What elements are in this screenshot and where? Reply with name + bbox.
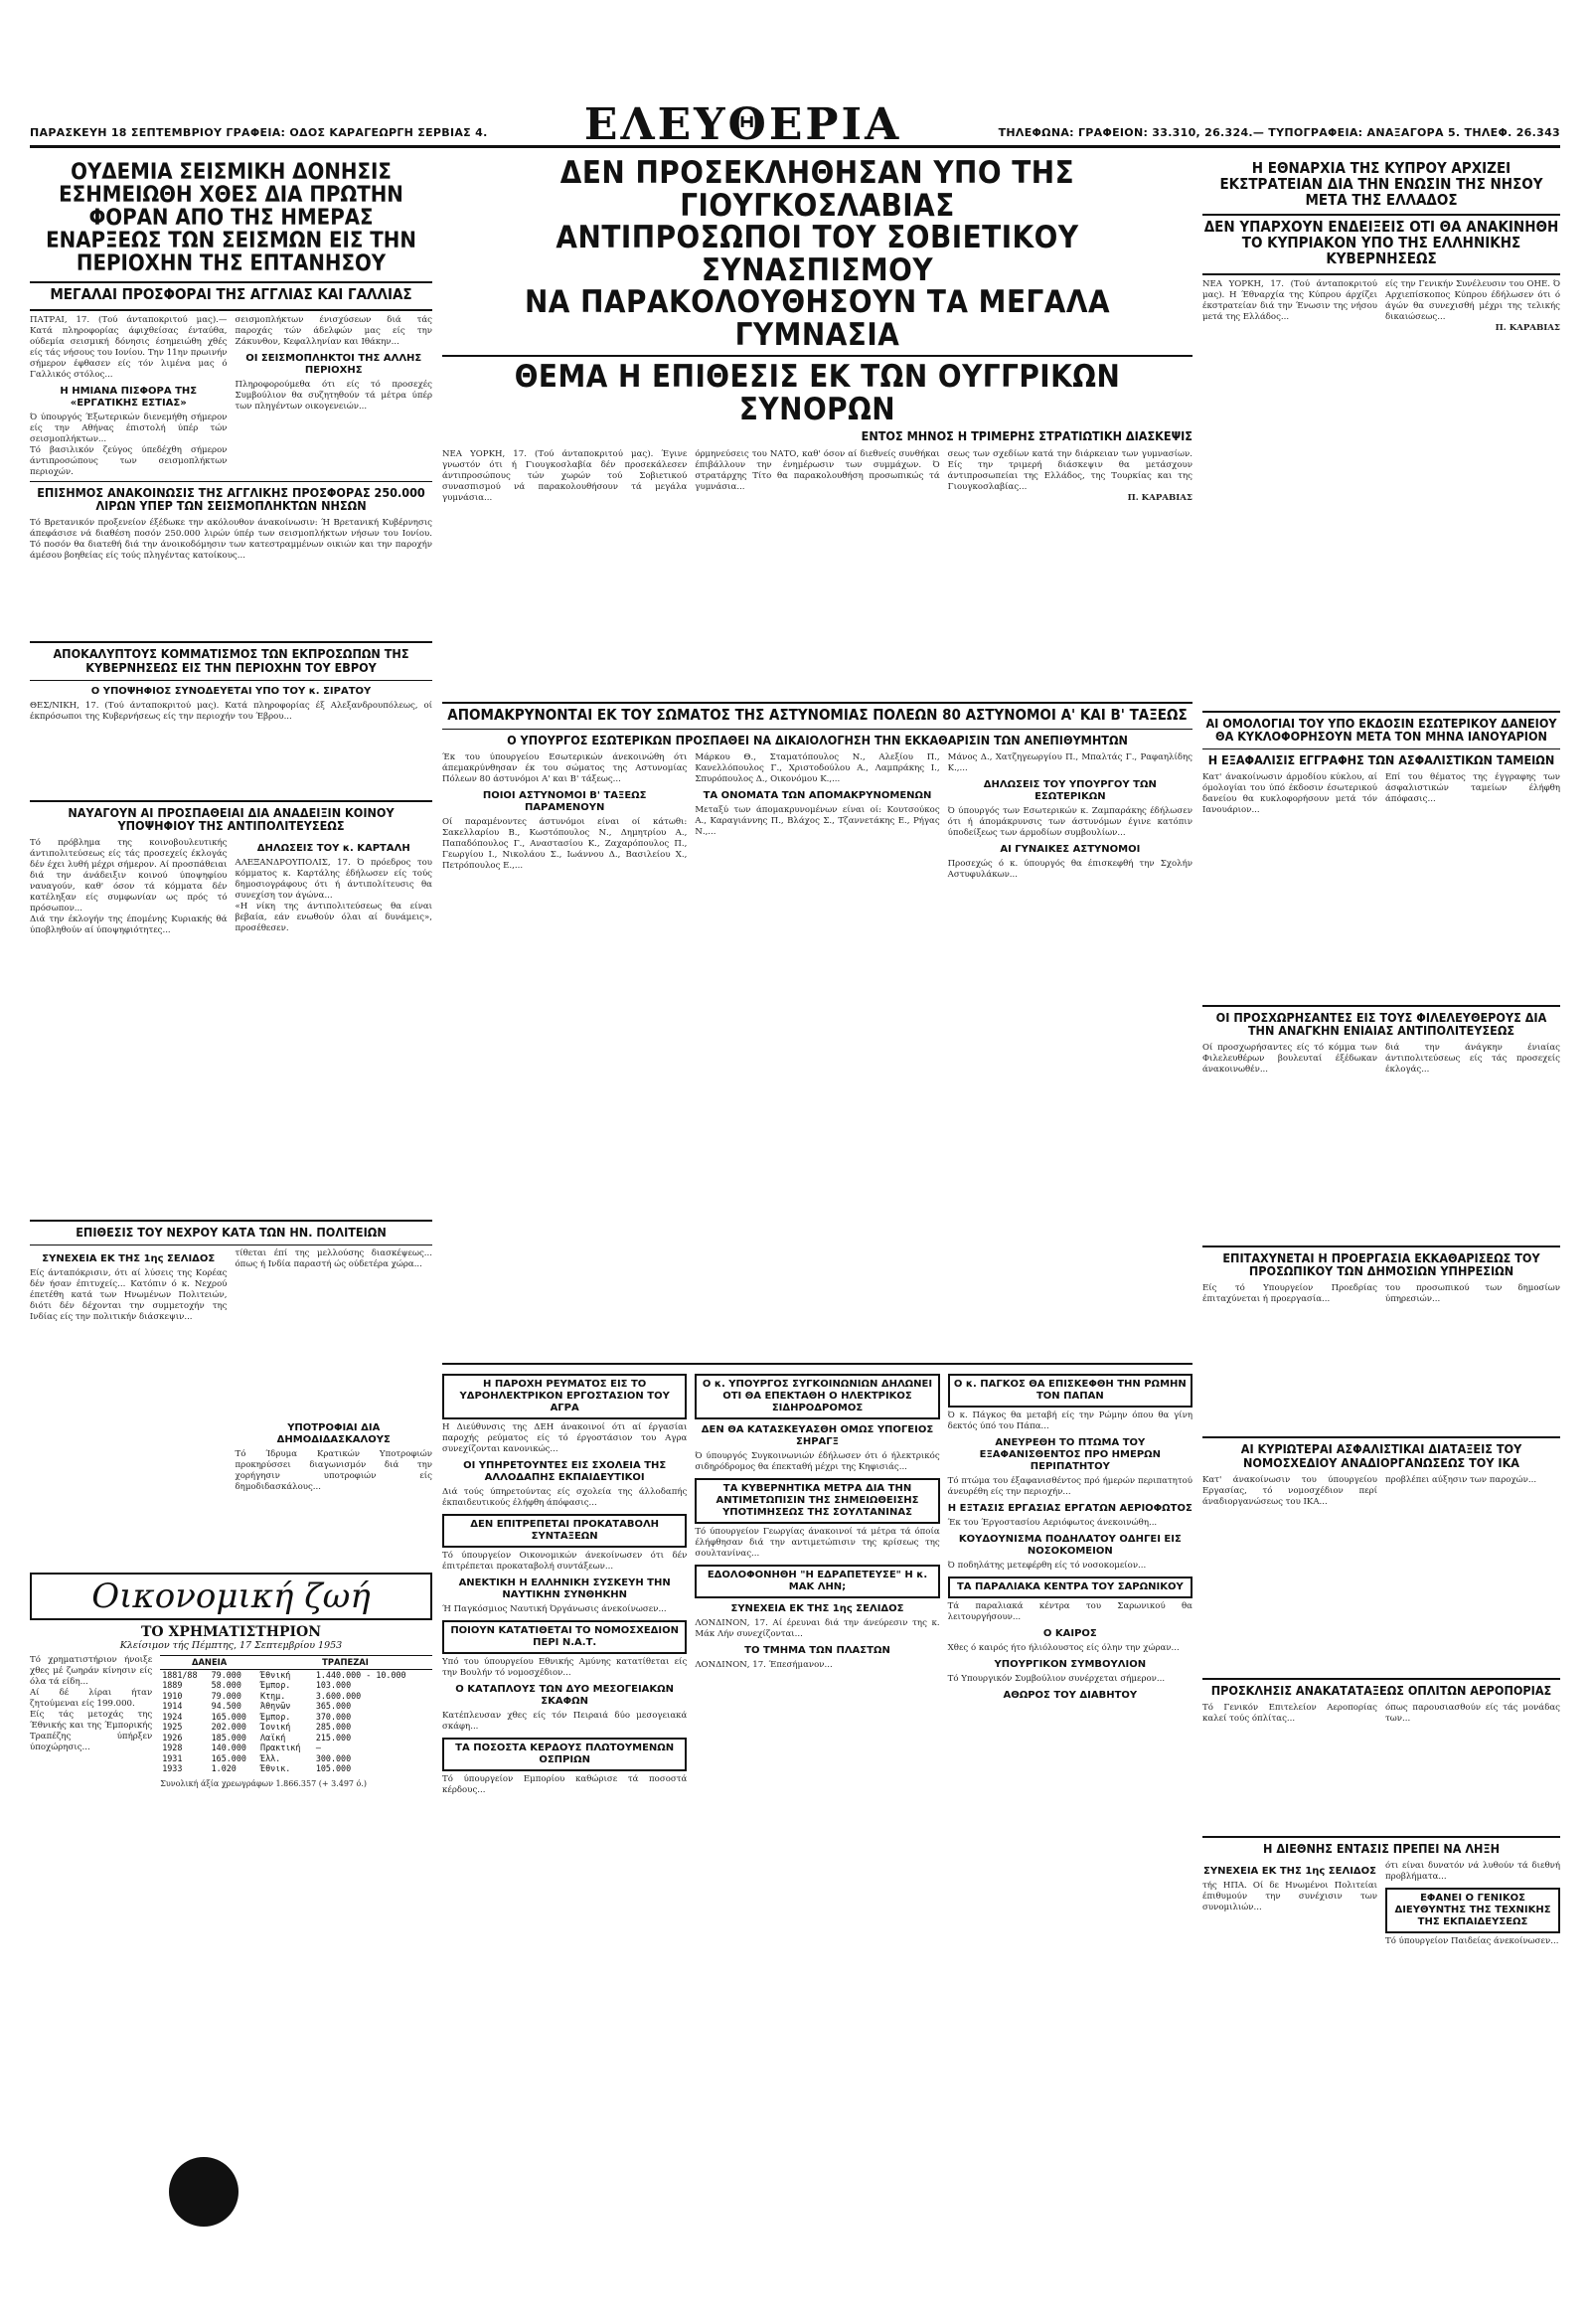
liberals-headline: ΟΙ ΠΡΟΣΧΩΡΗΣΑΝΤΕΣ ΕΙΣ ΤΟΥΣ ΦΙΛΕΛΕΥΘΕΡΟΥΣ ΔΙΑ ΤΗΝ ΑΝΑΓΚΗΝ ΕΝΙΑΙΑΣ ΑΝΤΙΠΟΛΙΤΕΥΣΕΩΣ xyxy=(1215,1009,1547,1038)
story-weather: Ο ΚΑΙΡΟΣ xyxy=(1042,1628,1097,1640)
stock-row xyxy=(160,1763,432,1774)
stock-cell: Ίονική xyxy=(260,1722,291,1733)
stock-cell: 103.000 xyxy=(315,1680,352,1691)
article-earthquake-subheadline: ΜΕΓΑΛΑΙ ΠΡΟΣΦΟΡΑΙ ΤΗΣ ΑΓΓΛΙΑΣ ΚΑΙ ΓΑΛΛΙΑΣ xyxy=(50,285,412,304)
stock-cell: 1910 xyxy=(162,1690,183,1701)
stock-row xyxy=(160,1743,432,1753)
stock-cell: 1925 xyxy=(162,1722,183,1733)
story-pagos-rome: Ο κ. ΠΑΓΚΟΣ ΘΑ ΕΠΙΣΚΕΦΘΗ ΤΗΝ ΡΩΜΗΝ ΤΟΝ ΠΑΠΑΝ xyxy=(948,1374,1192,1408)
cyprus-headline: Η ΕΘΝΑΡΧΙΑ ΤΗΣ ΚΥΠΡΟΥ ΑΡΧΙΖΕΙ ΕΚΣΤΡΑΤΕΙΑΝ ΔΙΑ ΤΗΝ ΕΝΩΣΙΝ ΤΗΣ ΝΗΣΟΥ ΜΕΤΑ ΤΗΣ ΕΛΛΑΔΟΣ xyxy=(1219,159,1543,209)
stock-exchange-title: ΤΟ ΧΡΗΜΑΤΙΣΤΗΡΙΟΝ xyxy=(140,1624,322,1641)
article-opposition-headline: ΝΑΥΑΓΟΥΝ ΑΙ ΠΡΟΣΠΑΘΕΙΑΙ ΔΙΑ ΑΝΑΔΕΙΞΙΝ ΚΟΙΝΟΥ ΥΠΟΨΗΦΙΟΥ ΤΗΣ ΑΝΤΙΠΟΛΙΤΕΥΣΕΩΣ xyxy=(68,804,395,833)
stock-cell: Έμπορ. xyxy=(260,1680,291,1691)
stock-cell: 285.000 xyxy=(315,1722,352,1733)
main-headline-line3: ΝΑ ΠΑΡΑΚΟΛΟΥΘΗΣΟΥΝ ΤΑ ΜΕΓΑΛΑ ΓΥΜΝΑΣΙΑ xyxy=(524,284,1111,353)
article-evros-subheadline: Ο ΥΠΟΨΗΦΙΟΣ ΣΥΝΟΔΕΥΕΤΑΙ ΥΠΟ ΤΟΥ κ. ΣΙΡΑΤΟΥ xyxy=(90,685,372,697)
stock-row xyxy=(160,1669,432,1680)
story-saronic: ΤΑ ΠΑΡΑΛΙΑΚΑ ΚΕΝΤΡΑ ΤΟΥ ΣΑΡΩΝΙΚΟΥ xyxy=(948,1577,1192,1598)
article-earthquake-sub4: ΕΠΙΣΗΜΟΣ ΑΝΑΚΟΙΝΩΣΙΣ ΤΗΣ ΑΓΓΛΙΚΗΣ ΠΡΟΣΦΟΡΑΣ 250.000 ΛΙΡΩΝ ΥΠΕΡ ΤΩΝ ΣΕΙΣΜΟΠΛΗΚΤΩΝ ΝΗΣΩΝ xyxy=(37,485,425,514)
masthead xyxy=(30,99,1560,150)
main-article-body: ΝΕΑ ΥΟΡΚΗ, 17. (Τού άνταποκριτού μας). Έγινε γνωστόν ότι ή Γιουγκοσλαβία δέν προσεκάλεσεν άντιπροσώπους τών χωρών τού Σοβιετικού συνασπισμού νά παρακολουθήσουν τά μεγάλα γυμνάσια... xyxy=(442,448,691,503)
tension-continued: ΣΥΝΕΧΕΙΑ ΕΚ ΤΗΣ 1ης ΣΕΛΙΔΟΣ xyxy=(1203,1865,1376,1877)
story-naval-treaty: ΑΝΕΚΤΙΚΗ Η ΕΛΛΗΝΙΚΗ ΣΥΣΚΕΥΗ ΤΗΝ ΝΑΥΤΙΚΗΝ ΣΥΝΘΗΚΗΝ xyxy=(458,1577,671,1601)
cyprus-byline: Π. ΚΑΡΑΒΙΑΣ xyxy=(1495,322,1560,333)
stock-total: Συνολική άξία χρεωγράφων 1.866.357 (+ 3.497 ό.) xyxy=(160,1778,368,1788)
article-earthquake-sub2: Η ΗΜΙΑΝΑ ΠΙΣΦΟΡΑ ΤΗΣ «ΕΡΓΑΤΙΚΗΣ ΕΣΤΙΑΣ» xyxy=(60,386,198,410)
stock-cell: Έμπορ. xyxy=(260,1711,291,1722)
stock-row xyxy=(160,1691,432,1702)
newspaper-page xyxy=(30,20,1563,2276)
story-sultanina: ΤΑ ΚΥΒΕΡΝΗΤΙΚΑ ΜΕΤΡΑ ΔΙΑ ΤΗΝ ΑΝΤΙΜΕΤΩΠΙΣΙΝ ΤΗΣ ΣΗΜΕΙΩΘΕΙΣΗΣ ΥΠΟΤΙΜΗΣΕΩΣ ΤΗΣ ΣΟΥΛΤΑΝΙΝΑΣ xyxy=(695,1478,939,1524)
stock-cell: 94.500 xyxy=(211,1701,241,1712)
article-opposition-sub: ΔΗΛΩΣΕΙΣ ΤΟΥ κ. ΚΑΡΤΑΛΗ xyxy=(256,842,410,854)
main-headline-conference: ΕΝΤΟΣ ΜΗΝΟΣ Η ΤΡΙΜΕΡΗΣ ΣΤΡΑΤΙΩΤΙΚΗ ΔΙΑΣΚΕΨΙΣ xyxy=(861,428,1192,444)
stock-cell: 365.000 xyxy=(315,1701,352,1712)
stock-cell: 1924 xyxy=(162,1711,183,1722)
stock-cell: 79.000 xyxy=(211,1669,241,1680)
stock-cell: 58.000 xyxy=(211,1680,241,1691)
police-headline: ΑΠΟΜΑΚΡΥΝΟΝΤΑΙ ΕΚ ΤΟΥ ΣΩΜΑΤΟΣ ΤΗΣ ΑΣΤΥΝΟΜΙΑΣ ΠΟΛΕΩΝ 80 ΑΣΤΥΝΟΜΟΙ Α' ΚΑΙ Β' ΤΑΞΕΩΣ xyxy=(447,705,1188,724)
stock-cell: 185.000 xyxy=(211,1732,246,1743)
story-pensions: ΔΕΝ ΕΠΙΤΡΕΠΕΤΑΙ ΠΡΟΚΑΤΑΒΟΛΗ ΣΥΝΤΑΞΕΩΝ xyxy=(442,1514,687,1548)
stock-row xyxy=(160,1733,432,1743)
main-headline-line2: ΑΝΤΙΠΡΟΣΩΠΟΙ ΤΟΥ ΣΟΒΙΕΤΙΚΟΥ ΣΥΝΑΣΠΙΣΜΟΥ xyxy=(556,220,1079,288)
story-macmillan: ΕΔΟΛΟΦΟΝΗΘΗ "Η ΕΔΡΑΠΕΤΕΥΣΕ" Η κ. ΜΑΚ ΛΗΝ; xyxy=(695,1565,939,1598)
stock-cell: 202.000 xyxy=(211,1722,246,1733)
article-earthquake-body: ΠΑΤΡΑΙ, 17. (Τού άνταποκριτού μας).— Κατά πληροφορίας άφιχθείσας ένταύθα, ούδεμία σεισμική δόνησις έσημειώθη χθές είς τάς νήσους του Ιονίου. Την 11ην πρωινήν σήμερον έφθασεν είς τόν λιμένα μας ό Γαλλικός στόλος... xyxy=(30,315,231,381)
stock-row xyxy=(160,1722,432,1733)
stock-cell: 140.000 xyxy=(211,1743,246,1753)
stock-row xyxy=(160,1680,432,1691)
main-article-byline: Π. ΚΑΡΑΒΙΑΣ xyxy=(1127,492,1192,503)
article-nehru-continued: ΣΥΝΕΧΕΙΑ ΕΚ ΤΗΣ 1ης ΣΕΛΙΔΟΣ xyxy=(42,1253,216,1265)
stock-cell: 1889 xyxy=(162,1680,183,1691)
economy-section-title: Οικονομική ζωή xyxy=(30,1573,432,1620)
police-subheadline: Ο ΥΠΟΥΡΓΟΣ ΕΣΩΤΕΡΙΚΩΝ ΠΡΟΣΠΑΘΕΙ ΝΑ ΔΙΚΑΙΟΛΟΓΗΣΗ ΤΗΝ ΕΚΚΑΘΑΡΙΣΙΝ ΤΩΝ ΑΝΕΠΙΘΥΜΗΤΩΝ xyxy=(507,733,1128,748)
stock-cell: Έθνική xyxy=(260,1669,291,1680)
tension-headline: Η ΔΙΕΘΝΗΣ ΕΝΤΑΣΙΣ ΠΡΕΠΕΙ ΝΑ ΛΗΞΗ xyxy=(1263,1840,1500,1856)
story-plastics: ΤΟ ΤΜΗΜΑ ΤΩΝ ΠΛΑΣΤΩΝ xyxy=(744,1645,890,1657)
story-gas-workers: Η ΕΞΤΑΣΙΣ ΕΡΓΑΣΙΑΣ ΕΡΓΑΤΩΝ ΑΕΡΙΟΦΩΤΟΣ xyxy=(947,1503,1192,1515)
stock-cell: 215.000 xyxy=(315,1732,352,1743)
loan-headline: ΑΙ ΟΜΟΛΟΓΙΑΙ ΤΟΥ ΥΠΟ ΕΚΔΟΣΙΝ ΕΣΩΤΕΡΙΚΟΥ ΔΑΝΕΙΟΥ ΘΑ ΚΥΚΛΟΦΟΡΗΣΟΥΝ ΜΕΤΑ ΤΟΝ ΜΗΝΑ ΙΑΝΟΥΑΡΙΟΝ xyxy=(1205,715,1557,744)
cyprus-body: ΝΕΑ ΥΟΡΚΗ, 17. (Τού άνταποκριτού μας). Η Έθναρχία της Κύπρου άρχίζει έκστρατείαν διά την Ένωσιν της νήσου μετά της Ελλάδος... xyxy=(1202,278,1380,322)
stock-cell: — xyxy=(315,1743,321,1753)
newspaper-title: ΕΛΕΥΘΕΡΙΑ xyxy=(583,99,902,150)
article-scholarships-sub: ΥΠΟΤΡΟΦΙΑΙ ΔΙΑ ΔΗΜΟΔΙΔΑΣΚΑΛΟΥΣ xyxy=(276,1422,391,1446)
story-collision: ΑΘΩΡΟΣ ΤΟΥ ΔΙΑΒΗΤΟΥ xyxy=(1003,1690,1138,1702)
story-power-supply: Η ΠΑΡΟΧΗ ΡΕΥΜΑΤΟΣ ΕΙΣ ΤΟ ΥΔΡΟΗΛΕΚΤΡΙΚΟΝ ΕΡΓΟΣΤΑΣΙΟΝ ΤΟΥ ΑΓΡΑ xyxy=(442,1374,687,1419)
story-cabinet: ΥΠΟΥΡΓΙΚΟΝ ΣΥΜΒΟΥΛΙΟΝ xyxy=(994,1659,1147,1671)
masthead-phones: ΤΗΛΕΦΩΝΑ: ΓΡΑΦΕΙΟΝ: 33.310, 26.324.— ΤΥΠΟΓΡΑΦΕΙΑ: ΑΝΑΞΑΓΟΡΑ 5. ΤΗΛΕΦ. 26.343 xyxy=(998,126,1560,139)
ink-blot xyxy=(169,2157,238,2227)
stock-cell: 1933 xyxy=(162,1763,183,1774)
stock-cell: 1914 xyxy=(162,1701,183,1712)
main-headline-line1: ΔΕΝ ΠΡΟΣΕΚΛΗΘΗΣΑΝ ΥΠΟ ΤΗΣ ΓΙΟΥΓΚΟΣΛΑΒΙΑΣ xyxy=(559,155,1075,224)
police-sub-remaining: ΠΟΙΟΙ ΑΣΤΥΝΟΜΟΙ Β' ΤΑΞΕΩΣ ΠΑΡΑΜΕΝΟΥΝ xyxy=(482,790,647,814)
stock-cell: 1881/88 xyxy=(162,1669,198,1680)
stock-cell: Έθνικ. xyxy=(260,1763,291,1774)
stock-cell: Πρακτική xyxy=(260,1743,301,1753)
main-headline-theme: ΘΕΜΑ Η ΕΠΙΘΕΣΙΣ ΕΚ ΤΩΝ ΟΥΓΓΡΙΚΩΝ ΣΥΝΟΡΩΝ xyxy=(514,359,1121,427)
air-force-headline: ΠΡΟΣΚΛΗΣΙΣ ΑΝΑΚΑΤΑΤΑΞΕΩΣ ΟΠΛΙΤΩΝ ΑΕΡΟΠΟΡΙΑΣ xyxy=(1210,1682,1552,1698)
civil-service-headline: ΕΠΙΤΑΧΥΝΕΤΑΙ Η ΠΡΟΕΡΓΑΣΙΑ ΕΚΚΑΘΑΡΙΣΕΩΣ ΤΟΥ ΠΡΟΣΩΠΙΚΟΥ ΤΩΝ ΔΗΜΟΣΙΩΝ ΥΠΗΡΕΣΙΩΝ xyxy=(1222,1250,1540,1279)
police-sub-minister: ΔΗΛΩΣΕΙΣ ΤΟΥ ΥΠΟΥΡΓΟΥ ΤΩΝ ΕΣΩΤΕΡΙΚΩΝ xyxy=(983,779,1157,803)
ika-headline: ΑΙ ΚΥΡΙΩΤΕΡΑΙ ΑΣΦΑΛΙΣΤΙΚΑΙ ΔΙΑΤΑΞΕΙΣ ΤΟΥ ΝΟΜΟΣΧΕΔΙΟΥ ΑΝΑΔΙΟΡΓΑΝΩΣΕΩΣ ΤΟΥ ΙΚΑ xyxy=(1240,1441,1522,1470)
stock-row xyxy=(160,1701,432,1712)
stock-cell: Κτημ. xyxy=(260,1690,286,1701)
police-sub-women: ΑΙ ΓΥΝΑΙΚΕΣ ΑΣΤΥΝΟΜΟΙ xyxy=(1000,844,1141,856)
stock-table-loans-header: ΔΑΝΕΙΑ xyxy=(160,1656,258,1670)
story-railway-sub: ΔΕΝ ΘΑ ΚΑΤΑΣΚΕΥΑΣΘΗ ΟΜΩΣ ΥΠΟΓΕΙΟΣ ΣΗΡΑΓΞ xyxy=(701,1424,934,1448)
stock-cell: Λαϊκή xyxy=(260,1732,286,1743)
stock-cell: 1926 xyxy=(162,1732,183,1743)
stock-cell: 300.000 xyxy=(315,1752,352,1763)
loan-subheadline: Η ΕΞΑΦΑΛΙΣΙΣ ΕΓΓΡΑΦΗΣ ΤΩΝ ΑΣΦΑΛΙΣΤΙΚΩΝ ΤΑΜΕΙΩΝ xyxy=(1207,751,1555,767)
stock-cell: 1931 xyxy=(162,1752,183,1763)
stock-row xyxy=(160,1753,432,1764)
stock-cell: 3.600.000 xyxy=(315,1690,362,1701)
stock-table xyxy=(160,1655,432,1774)
stock-cell: 1.440.000 - 10.000 xyxy=(315,1669,406,1680)
stock-table-banks-header: ΤΡΑΠΕΖΑΙ xyxy=(258,1656,432,1670)
article-earthquake-headline: ΟΥΔΕΜΙΑ ΣΕΙΣΜΙΚΗ ΔΟΝΗΣΙΣ ΕΣΗΜΕΙΩΘΗ ΧΘΕΣ ΔΙΑ ΠΡΩΤΗΝ ΦΟΡΑΝ ΑΠΟ ΤΗΣ ΗΜΕΡΑΣ ΕΝΑΡΞΕΩΣ ΤΩΝ ΣΕΙΣΜΩΝ ΕΙΣ ΤΗΝ ΠΕΡΙΟΧΗΝ ΤΗΣ ΕΠΤΑΝΗΣΟΥ xyxy=(46,160,416,277)
stock-cell: 1928 xyxy=(162,1743,183,1753)
article-earthquake-sub3: ΟΙ ΣΕΙΣΜΟΠΛΗΚΤΟΙ ΤΗΣ ΑΛΛΗΣ ΠΕΡΙΟΧΗΣ xyxy=(245,353,422,377)
article-evros-headline: ΑΠΟΚΑΛΥΠΤΟΥΣ ΚΟΜΜΑΤΙΣΜΟΣ ΤΩΝ ΕΚΠΡΟΣΩΠΩΝ ΤΗΣ ΚΥΒΕΡΝΗΣΕΩΣ ΕΙΣ ΤΗΝ ΠΕΡΙΟΧΗΝ ΤΟΥ ΕΒΡΟΥ xyxy=(53,646,409,675)
story-railway: Ο κ. ΥΠΟΥΡΓΟΣ ΣΥΓΚΟΙΝΩΝΙΩΝ ΔΗΛΩΝΕΙ ΟΤΙ ΘΑ ΕΠΕΚΤΑΘΗ Ο ΗΛΕΚΤΡΙΚΟΣ ΣΙΔΗΡΟΔΡΟΜΟΣ xyxy=(695,1374,939,1419)
column-right: Η ΕΘΝΑΡΧΙΑ ΤΗΣ ΚΥΠΡΟΥ ΑΡΧΙΖΕΙ ΕΚΣΤΡΑΤΕΙΑΝ ΔΙΑ ΤΗΝ ΕΝΩΣΙΝ ΤΗΣ ΝΗΣΟΥ ΜΕΤΑ ΤΗΣ ΕΛΛΑΔΟΣ ΔΕΝ ΥΠΑΡΧΟΥΝ ΕΝΔΕΙΞΕΙΣ ΟΤΙ ΘΑ ΑΝΑΚΙΝΗΘΗ ΤΟ ΚΥΠΡΙΑΚΟΝ ΥΠΟ ΤΗΣ ΕΛΛΗΝΙΚΗΣ ΚΥΒΕΡΝΗΣΕΩΣ ΝΕΑ ΥΟΡΚΗ, 17. (Τού άνταποκριτού μας). Η Έθναρχία της Κύπρου άρχίζει έκστρατείαν διά την Ένωσιν της νήσου μετά της Ελλάδος... είς την Γενικήν Συνέλευσιν του ΟΗΕ. Ό Αρχιεπίσκοπος Κύπρου έδήλωσεν ότι ό άγών θα συνεχισθή μέχρι της τελικής δικαιώσεως... Π. ΚΑΡΑΒΙΑΣ ΑΙ ΟΜΟΛΟΓΙΑΙ ΤΟΥ ΥΠΟ ΕΚΔΟΣΙΝ ΕΣΩΤΕΡΙΚΟΥ ΔΑΝΕΙΟΥ ΘΑ ΚΥΚΛΟΦΟΡΗΣΟΥΝ ΜΕΤΑ ΤΟΝ ΜΗΝΑ ΙΑΝΟΥΑΡΙΟΝ Η ΕΞΑΦΑΛΙΣΙΣ ΕΓΓΡΑΦΗΣ ΤΩΝ ΑΣΦΑΛΙΣΤΙΚΩΝ ΤΑΜΕΙΩΝ Κατ' άνακοίνωσιν άρμοδίου κύκλου, αί όμολογίαι του ύπό έκδοσιν έσωτερικού δανείου θα κυκλοφορήσουν μετά τόν Ιανουάριον... Επί του θέματος της έγγραφης των άσφαλιστικών ταμείων έλήφθη άπόφασις... ΟΙ ΠΡΟΣΧΩΡΗΣΑΝΤΕΣ ΕΙΣ ΤΟΥΣ ΦΙΛΕΛΕΥΘΕΡΟΥΣ ΔΙΑ ΤΗΝ ΑΝΑΓΚΗΝ ΕΝΙΑΙΑΣ ΑΝΤΙΠΟΛΙΤΕΥΣΕΩΣ Οί προσχωρήσαντες είς τό κόμμα των Φιλελευθέρων βουλευταί έξέδωκαν άνακοινωθέν... διά την άνάγκην ένιαίας άντιπολιτεύσεως είς τάς προσεχείς έκλογάς... ΕΠΙΤΑΧΥΝΕΤΑΙ Η ΠΡΟΕΡΓΑΣΙΑ ΕΚΚΑΘΑΡΙΣΕΩΣ ΤΟΥ ΠΡΟΣΩΠΙΚΟΥ ΤΩΝ ΔΗΜΟΣΙΩΝ ΥΠΗΡΕΣΙΩΝ Είς τό Υπουργείον Προεδρίας έπιταχύνεται ή προεργασία... του προσωπικού των δημοσίων ύπηρεσιών... ΑΙ ΚΥΡΙΩΤΕΡΑΙ ΑΣΦΑΛΙΣΤΙΚΑΙ ΔΙΑΤΑΞΕΙΣ ΤΟΥ ΝΟΜΟΣΧΕΔΙΟΥ ΑΝΑΔΙΟΡΓΑΝΩΣΕΩΣ ΤΟΥ ΙΚΑ Κατ' άνακοίνωσιν του ύπουργείου Εργασίας, τό νομοσχέδιον περί άναδιοργανώσεως του ΙΚΑ... προβλέπει αύξησιν των παροχών... ΠΡΟΣΚΛΗΣΙΣ ΑΝΑΚΑΤΑΤΑΞΕΩΣ ΟΠΛΙΤΩΝ ΑΕΡΟΠΟΡΙΑΣ Τό Γενικόν Επιτελείον Αεροπορίας καλεί τούς όπλίτας... όπως παρουσιασθούν είς τάς μονάδας των... Η ΔΙΕΘΝΗΣ ΕΝΤΑΣΙΣ ΠΡΕΠΕΙ ΝΑ ΛΗΞΗ ΣΥΝΕΧΕΙΑ ΕΚ ΤΗΣ 1ης ΣΕΛΙΔΟΣ τής ΗΠΑ. Οί δε Ηνωμένοι Πολιτείαι έπιθυμούν την συνέχισιν των συνομιλιών... ότι είναι δυνατόν νά λυθούν τά διεθνή προβλήματα... ΕΦΑΝΕΙ Ο ΓΕΝΙΚΟΣ ΔΙΕΥΘΥΝΤΗΣ ΤΗΣ ΤΕΧΝΙΚΗΣ ΤΗΣ ΕΚΠΑΙΔΕΥΣΕΩΣ Τό ύπουργείον Παιδείας άνεκοίνωσεν... xyxy=(1202,159,1563,1946)
stock-cell: 370.000 xyxy=(315,1711,352,1722)
column-left: ΟΥΔΕΜΙΑ ΣΕΙΣΜΙΚΗ ΔΟΝΗΣΙΣ ΕΣΗΜΕΙΩΘΗ ΧΘΕΣ ΔΙΑ ΠΡΩΤΗΝ ΦΟΡΑΝ ΑΠΟ ΤΗΣ ΗΜΕΡΑΣ ΕΝΑΡΞΕΩΣ ΤΩΝ ΣΕΙΣΜΩΝ ΕΙΣ ΤΗΝ ΠΕΡΙΟΧΗΝ ΤΗΣ ΕΠΤΑΝΗΣΟΥ ΜΕΓΑΛΑΙ ΠΡΟΣΦΟΡΑΙ ΤΗΣ ΑΓΓΛΙΑΣ ΚΑΙ ΓΑΛΛΙΑΣ ΠΑΤΡΑΙ, 17. (Τού άνταποκριτού μας).— Κατά πληροφορίας άφιχθείσας ένταύθα, ούδεμία σεισμική δόνησις έσημειώθη χθές είς τάς νήσους του Ιονίου. Την 11ην πρωινήν σήμερον έφθασεν είς τόν λιμένα μας ό Γαλλικός στόλος... Η ΗΜΙΑΝΑ ΠΙΣΦΟΡΑ ΤΗΣ «ΕΡΓΑΤΙΚΗΣ ΕΣΤΙΑΣ» Ό ύπουργός Έξωτερικών διενεμήθη σήμερον είς την Αθήνας έπιστολή ύπέρ τών σεισμοπλήκτων... Τό βασιλικόν ζεύγος ύπεδέχθη σήμερον άντιπροσώπους των σεισμοπλήκτων περιοχών. σεισμοπλήκτων ένισχύσεων διά τάς παροχάς τών άδελφών μας είς την Ζάκυνθον, Κεφαλληνίαν και Ιθάκην... ΟΙ ΣΕΙΣΜΟΠΛΗΚΤΟΙ ΤΗΣ ΑΛΛΗΣ ΠΕΡΙΟΧΗΣ Πληροφορούμεθα ότι είς τό προσεχές Συμβούλιον θα συζητηθούν τά μέτρα ύπέρ των πληγέντων οικογενειών... ΕΠΙΣΗΜΟΣ ΑΝΑΚΟΙΝΩΣΙΣ ΤΗΣ ΑΓΓΛΙΚΗΣ ΠΡΟΣΦΟΡΑΣ 250.000 ΛΙΡΩΝ ΥΠΕΡ ΤΩΝ ΣΕΙΣΜΟΠΛΗΚΤΩΝ ΝΗΣΩΝ Τό Βρετανικόν προξενείον έξέδωκε την ακόλουθον άνακοίνωσιν: Ή Βρετανική Κυβέρνησις άπεφάσισε νά διαθέση ποσόν 250.000 λιρών ύπέρ των σεισμοπλήκτων νήσων του Ιονίου. Τό ποσόν θα διατεθή διά την άνοικοδόμησιν των κατεστραμμένων οικιών και την παροχήν άμέσου βοηθείας είς τούς πληγέντας κατοίκους... ΑΠΟΚΑΛΥΠΤΟΥΣ ΚΟΜΜΑΤΙΣΜΟΣ ΤΩΝ ΕΚΠΡΟΣΩΠΩΝ ΤΗΣ ΚΥΒΕΡΝΗΣΕΩΣ ΕΙΣ ΤΗΝ ΠΕΡΙΟΧΗΝ ΤΟΥ ΕΒΡΟΥ Ο ΥΠΟΨΗΦΙΟΣ ΣΥΝΟΔΕΥΕΤΑΙ ΥΠΟ ΤΟΥ κ. ΣΙΡΑΤΟΥ ΘΕΣ/ΝΙΚΗ, 17. (Τού άνταποκριτού μας). Κατά πληροφορίας έξ Αλεξανδρουπόλεως, οί έκπρόσωποι της Κυβερνήσεως είς την περιοχήν του Έβρου... ΝΑΥΑΓΟΥΝ ΑΙ ΠΡΟΣΠΑΘΕΙΑΙ ΔΙΑ ΑΝΑΔΕΙΞΙΝ ΚΟΙΝΟΥ ΥΠΟΨΗΦΙΟΥ ΤΗΣ ΑΝΤΙΠΟΛΙΤΕΥΣΕΩΣ Τό πρόβλημα της κοινοβουλευτικής άντιπολιτεύσεως είς τάς προσεχείς έκλογάς δέν έχει λυθή μέχρι σήμερον. Αί προσπάθειαι διά την άνάδειξιν κοινού ύποψηφίου ναυαγούν, καθ' όσον τά κόμματα δέν κατέληξαν είς συμφωνίαν ως πρός τό πρόσωπον... Διά την έκλογήν της έπομένης Κυριακής θά ύποβληθούν αί ύποψηφιότητες... ΔΗΛΩΣΕΙΣ ΤΟΥ κ. ΚΑΡΤΑΛΗ ΑΛΕΞΑΝΔΡΟΥΠΟΛΙΣ, 17. Ό πρόεδρος του κόμματος κ. Καρτάλης έδήλωσεν είς τούς δημοσιογράφους ότι ή άντιπολίτευσις θα συνεχίση τον άγώνα... «Η νίκη της άντιπολιτεύσεως θα είναι βεβαία, εάν ενωθούν όλαι αί δυνάμεις», προσέθεσεν. ΕΠΙΘΕΣΙΣ ΤΟΥ ΝΕΧΡΟΥ ΚΑΤΑ ΤΩΝ ΗΝ. ΠΟΛΙΤΕΙΩΝ ΣΥΝΕΧΕΙΑ ΕΚ ΤΗΣ 1ης ΣΕΛΙΔΟΣ Είς άνταπόκρισιν, ότι αί λύσεις της Κορέας δέν ήσαν έπιτυχείς... Κατόπιν ό κ. Νεχρού έπετέθη κατά των Ηνωμένων Πολιτειών, διότι δέν δέχονται την συμμετοχήν της Ινδίας είς την πολιτικήν διάσκεψιν... τίθεται έπί της μελλούσης διασκέψεως... όπως ή Ινδία παραστή ώς ούδετέρα χώρα... ΥΠΟΤΡΟΦΙΑΙ ΔΙΑ ΔΗΜΟΔΙΔΑΣΚΑΛΟΥΣ Τό Ίδρυμα Κρατικών Υποτροφιών προκηρύσσει διαγωνισμόν διά την χορήγησιν υποτροφιών είς δημοδιδασκάλους... Οικονομική ζωή ΤΟ ΧΡΗΜΑΤΙΣΤΗΡΙΟΝ Κλείσιμον τής Πέμπτης, 17 Σεπτεμβρίου 1953 Τό χρηματιστήριον ήνοιξε χθες μέ ζωηράν κίνησιν είς όλα τά είδη... Αί δέ λίραι ήταν ζητούμεναι είς 199.000. Είς τάς μετοχάς της Έθνικής και της Έμπορικής Τραπέζης ύπήρξεν ύποχώρησις... ΔΑΝΕΙΑ ΤΡΑΠΕΖΑΙ 1881/88 79.000 Έθνική 1.440.000 - 10.000 1889 58.000 Έμπορ. 103.000 1910 79.000 Κτημ. 3.600.000 1914 94.500 Άθηνῶν 365.000 1924 165.000 Έμπορ. 370.000 1925 202.000 Ίονική 285.000 1926 185.000 Λαϊκή 215.000 1928 140.000 Πρακτική — 1931 165.000 Έλλ. 300.000 1933 1.020 Έθνικ. 105.000 Συνολική άξία χρεωγράφων 1.866.357 (+ 3.497 ό.) xyxy=(30,160,435,1788)
story-macmillan-continued: ΣΥΝΕΧΕΙΑ ΕΚ ΤΗΣ 1ης ΣΕΛΙΔΟΣ xyxy=(730,1603,904,1615)
cyprus-subheadline: ΔΕΝ ΥΠΑΡΧΟΥΝ ΕΝΔΕΙΞΕΙΣ ΟΤΙ ΘΑ ΑΝΑΚΙΝΗΘΗ ΤΟ ΚΥΠΡΙΑΚΟΝ ΥΠΟ ΤΗΣ ΕΛΛΗΝΙΚΗΣ ΚΥΒΕΡΝΗΣΕΩΣ xyxy=(1203,218,1559,267)
stock-cell: Έλλ. xyxy=(260,1752,281,1763)
stock-exchange-date: Κλείσιμον τής Πέμπτης, 17 Σεπτεμβρίου 1953 xyxy=(119,1640,343,1652)
story-ships: Ο ΚΑΤΑΠΛΟΥΣ ΤΩΝ ΔΥΟ ΜΕΣΟΓΕΙΑΚΩΝ ΣΚΑΦΩΝ xyxy=(455,1684,675,1708)
story-profit-margins: ΤΑ ΠΟΣΟΣΤΑ ΚΕΡΔΟΥΣ ΠΛΩΤΟΥΜΕΝΩΝ ΟΣΠΡΙΩΝ xyxy=(442,1738,687,1771)
stock-cell: 1.020 xyxy=(211,1763,237,1774)
story-teachers-abroad: ΟΙ ΥΠΗΡΕΤΟΥΝΤΕΣ ΕΙΣ ΣΧΟΛΕΙΑ ΤΗΣ ΑΛΛΟΔΑΠΗΣ ΕΚΠΑΙΔΕΥΤΙΚΟΙ xyxy=(463,1460,667,1484)
stock-cell: 165.000 xyxy=(211,1752,246,1763)
technical-director-headline: ΕΦΑΝΕΙ Ο ΓΕΝΙΚΟΣ ΔΙΕΥΘΥΝΤΗΣ ΤΗΣ ΤΕΧΝΙΚΗΣ ΤΗΣ ΕΚΠΑΙΔΕΥΣΕΩΣ xyxy=(1385,1888,1560,1933)
article-nehru-headline: ΕΠΙΘΕΣΙΣ ΤΟΥ ΝΕΧΡΟΥ ΚΑΤΑ ΤΩΝ ΗΝ. ΠΟΛΙΤΕΙΩΝ xyxy=(76,1224,387,1240)
story-bicycle-bell: ΚΟΥΔΟΥΝΙΣΜΑ ΠΟΔΗΛΑΤΟΥ ΟΔΗΓΕΙ ΕΙΣ ΝΟΣΟΚΟΜΕΙΟΝ xyxy=(958,1534,1182,1558)
stock-cell: 79.000 xyxy=(211,1690,241,1701)
stock-row xyxy=(160,1712,432,1723)
stock-cell: Άθηνῶν xyxy=(260,1701,291,1712)
article-evros-body: ΘΕΣ/ΝΙΚΗ, 17. (Τού άνταποκριτού μας). Κατά πληροφορίας έξ Αλεξανδρουπόλεως, οί έκπρόσωποι της Κυβερνήσεως είς την περιοχήν του Έβρου... xyxy=(30,700,435,722)
column-center: ΔΕΝ ΠΡΟΣΕΚΛΗΘΗΣΑΝ ΥΠΟ ΤΗΣ ΓΙΟΥΓΚΟΣΛΑΒΙΑΣ ΑΝΤΙΠΡΟΣΩΠΟΙ ΤΟΥ ΣΟΒΙΕΤΙΚΟΥ ΣΥΝΑΣΠΙΣΜΟΥ ΝΑ ΠΑΡΑΚΟΛΟΥΘΗΣΟΥΝ ΤΑ ΜΕΓΑΛΑ ΓΥΜΝΑΣΙΑ ΘΕΜΑ Η ΕΠΙΘΕΣΙΣ ΕΚ ΤΩΝ ΟΥΓΓΡΙΚΩΝ ΣΥΝΟΡΩΝ ΕΝΤΟΣ ΜΗΝΟΣ Η ΤΡΙΜΕΡΗΣ ΣΤΡΑΤΙΩΤΙΚΗ ΔΙΑΣΚΕΨΙΣ ΝΕΑ ΥΟΡΚΗ, 17. (Τού άνταποκριτού μας). Έγινε γνωστόν ότι ή Γιουγκοσλαβία δέν προσεκάλεσεν άντιπροσώπους τών χωρών τού Σοβιετικού συνασπισμού νά παρακολουθήσουν τά μεγάλα γυμνάσια... όρμηνεύσεις του ΝΑΤΟ, καθ' όσον αί διεθνείς συνθήκαι έπιβάλλουν την ένημέρωσιν των συμμάχων. Ό στρατάρχης Τίτο θα παρακολουθήση προσωπικώς τά γυμνάσια... σεως των σχεδίων κατά την διάρκειαν των γυμνασίων. Είς την τριμερή διάσκεψιν θα μετάσχουν άντιπροσωπείαι της Ελλάδος, της Τουρκίας και της Γιουγκοσλαβίας... Π. ΚΑΡΑΒΙΑΣ ΑΠΟΜΑΚΡΥΝΟΝΤΑΙ ΕΚ ΤΟΥ ΣΩΜΑΤΟΣ ΤΗΣ ΑΣΤΥΝΟΜΙΑΣ ΠΟΛΕΩΝ 80 ΑΣΤΥΝΟΜΟΙ Α' ΚΑΙ Β' ΤΑΞΕΩΣ Ο ΥΠΟΥΡΓΟΣ ΕΣΩΤΕΡΙΚΩΝ ΠΡΟΣΠΑΘΕΙ ΝΑ ΔΙΚΑΙΟΛΟΓΗΣΗ ΤΗΝ ΕΚΚΑΘΑΡΙΣΙΝ ΤΩΝ ΑΝΕΠΙΘΥΜΗΤΩΝ Έκ του ύπουργείου Εσωτερικών άνεκοινώθη ότι άπεμακρύνθησαν έκ του σώματος της Αστυνομίας Πόλεων 80 άστυνόμοι Α' και Β' τάξεως... ΠΟΙΟΙ ΑΣΤΥΝΟΜΟΙ Β' ΤΑΞΕΩΣ ΠΑΡΑΜΕΝΟΥΝ Οί παραμένοντες άστυνόμοι είναι οί κάτωθι: Σακελλαρίου Β., Κωστόπουλος Ν., Δημητρίου Α., Παπαδόπουλος Γ., Αναστασίου Κ., Ζαχαρόπουλος Π., Γεωργίου Ι., Νικολάου Σ., Ιωάννου Δ., Βασιλείου Χ., Πετρόπουλος Ε.,... Μάρκου Θ., Σταματόπουλος Ν., Αλεξίου Π., Κανελλόπουλος Γ., Χριστοδούλου Α., Λαμπράκης Ι., Σπυρόπουλος Δ., Οικονόμου Κ.,... ΤΑ ΟΝΟΜΑΤΑ ΤΩΝ ΑΠΟΜΑΚΡΥΝΟΜΕΝΩΝ Μεταξύ των άπομακρυνομένων είναι οί: Κουτσούκος Α., Καραγιάννης Π., Βλάχος Σ., Τζαννετάκης Ε., Ρήγας Ν.,... Μάνος Δ., Χατζηγεωργίου Π., Μπαλτάς Γ., Ραφαηλίδης Κ.,... ΔΗΛΩΣΕΙΣ ΤΟΥ ΥΠΟΥΡΓΟΥ ΤΩΝ ΕΣΩΤΕΡΙΚΩΝ Ό ύπουργός των Εσωτερικών κ. Ζαμπαράκης έδήλωσεν ότι ή άπομάκρυνσις των άστυνόμων έγινε κατόπιν ύποδείξεως των άρμοδίων συμβουλίων... ΑΙ ΓΥΝΑΙΚΕΣ ΑΣΤΥΝΟΜΟΙ Προσεχώς ό κ. ύπουργός θα έπισκεφθή την Σχολήν Αστυφυλάκων... Η ΠΑΡΟΧΗ ΡΕΥΜΑΤΟΣ ΕΙΣ ΤΟ ΥΔΡΟΗΛΕΚΤΡΙΚΟΝ ΕΡΓΟΣΤΑΣΙΟΝ ΤΟΥ ΑΓΡΑ Η Διεύθυνσις της ΔΕΗ άνακοινοί ότι αί έργασίαι παροχής ρεύματος είς τό έργοστάσιον του Αγρα συνεχίζονται κανονικώς... ΟΙ ΥΠΗΡΕΤΟΥΝΤΕΣ ΕΙΣ ΣΧΟΛΕΙΑ ΤΗΣ ΑΛΛΟΔΑΠΗΣ ΕΚΠΑΙΔΕΥΤΙΚΟΙ Διά τούς ύπηρετούντας είς σχολεία της άλλοδαπής έκπαιδευτικούς έλήφθη άπόφασις... ΔΕΝ ΕΠΙΤΡΕΠΕΤΑΙ ΠΡΟΚΑΤΑΒΟΛΗ ΣΥΝΤΑΞΕΩΝ Τό ύπουργείον Οικονομικών άνεκοίνωσεν ότι δέν έπιτρέπεται προκαταβολή συντάξεων... ΑΝΕΚΤΙΚΗ Η ΕΛΛΗΝΙΚΗ ΣΥΣΚΕΥΗ ΤΗΝ ΝΑΥΤΙΚΗΝ ΣΥΝΘΗΚΗΝ Ή Παγκόσμιος Ναυτική Όργάνωσις άνεκοίνωσεν... ΠΟΙΟΥΝ ΚΑΤΑΤΙΘΕΤΑΙ ΤΟ ΝΟΜΟΣΧΕΔΙΟΝ ΠΕΡΙ Ν.Α.Τ. Υπό του ύπουργείου Εθνικής Αμύνης κατατίθεται είς την Βουλήν τό νομοσχέδιον... Ο ΚΑΤΑΠΛΟΥΣ ΤΩΝ ΔΥΟ ΜΕΣΟΓΕΙΑΚΩΝ ΣΚΑΦΩΝ Κατέπλευσαν χθες είς τόν Πειραιά δύο μεσογειακά σκάφη... ΤΑ ΠΟΣΟΣΤΑ ΚΕΡΔΟΥΣ ΠΛΩΤΟΥΜΕΝΩΝ ΟΣΠΡΙΩΝ Τό ύπουργείον Εμπορίου καθώρισε τά ποσοστά κέρδους... Ο κ. ΥΠΟΥΡΓΟΣ ΣΥΓΚΟΙΝΩΝΙΩΝ ΔΗΛΩΝΕΙ ΟΤΙ ΘΑ ΕΠΕΚΤΑΘΗ Ο ΗΛΕΚΤΡΙΚΟΣ ΣΙΔΗΡΟΔΡΟΜΟΣ ΔΕΝ ΘΑ ΚΑΤΑΣΚΕΥΑΣΘΗ ΟΜΩΣ ΥΠΟΓΕΙΟΣ ΣΗΡΑΓΞ Ό ύπουργός Συγκοινωνιών έδήλωσεν ότι ό ήλεκτρικός σιδηρόδρομος θα έπεκταθή μέχρι της Κηφισιάς... ΤΑ ΚΥΒΕΡΝΗΤΙΚΑ ΜΕΤΡΑ ΔΙΑ ΤΗΝ ΑΝΤΙΜΕΤΩΠΙΣΙΝ ΤΗΣ ΣΗΜΕΙΩΘΕΙΣΗΣ ΥΠΟΤΙΜΗΣΕΩΣ ΤΗΣ ΣΟΥΛΤΑΝΙΝΑΣ Τό ύπουργείον Γεωργίας άνακοινοί τά μέτρα τά όποία έλήφθησαν διά την αντιμετώπισιν της κρίσεως της σουλτανίνας... ΕΔΟΛΟΦΟΝΗΘΗ "Η ΕΔΡΑΠΕΤΕΥΣΕ" Η κ. ΜΑΚ ΛΗΝ; ΣΥΝΕΧΕΙΑ ΕΚ ΤΗΣ 1ης ΣΕΛΙΔΟΣ ΛΟΝΔΙΝΟΝ, 17. Αί έρευναι διά την άνεύρεσιν της κ. Μάκ Λήν συνεχίζονται... ΤΟ ΤΜΗΜΑ ΤΩΝ ΠΛΑΣΤΩΝ ΛΟΝΔΙΝΟΝ, 17. Έπεσήμανον... Ο κ. ΠΑΓΚΟΣ ΘΑ ΕΠΙΣΚΕΦΘΗ ΤΗΝ ΡΩΜΗΝ ΤΟΝ ΠΑΠΑΝ Ό κ. Πάγκος θα μεταβή είς την Ρώμην όπου θα γίνη δεκτός ύπό του Πάπα... ΑΝΕΥΡΕΘΗ ΤΟ ΠΤΩΜΑ ΤΟΥ ΕΞΑΦΑΝΙΣΘΕΝΤΟΣ ΠΡΟ ΗΜΕΡΩΝ ΠΕΡΙΠΑΤΗΤΟΥ Τό πτώμα του έξαφανισθέντος πρό ήμερών περιπατητού άνευρέθη είς την περιοχήν... Η ΕΞΤΑΣΙΣ ΕΡΓΑΣΙΑΣ ΕΡΓΑΤΩΝ ΑΕΡΙΟΦΩΤΟΣ Έκ του Έργοστασίου Αεριόφωτος άνεκοινώθη... ΚΟΥΔΟΥΝΙΣΜΑ ΠΟΔΗΛΑΤΟΥ ΟΔΗΓΕΙ ΕΙΣ ΝΟΣΟΚΟΜΕΙΟΝ Ό ποδηλάτης μετεφέρθη είς τό νοσοκομείον... ΤΑ ΠΑΡΑΛΙΑΚΑ ΚΕΝΤΡΑ ΤΟΥ ΣΑΡΩΝΙΚΟΥ Τά παραλιακά κέντρα του Σαρωνικού θα λειτουργήσουν... Ο ΚΑΙΡΟΣ Χθες ό καιρός ήτο ήλιόλουστος είς όλην την χώραν... ΥΠΟΥΡΓΙΚΟΝ ΣΥΜΒΟΥΛΙΟΝ Τό Υπουργικόν Συμβούλιον συνέρχεται σήμερον... ΑΘΩΡΟΣ ΤΟΥ ΔΙΑΒΗΤΟΥ xyxy=(442,155,1195,1796)
story-nato-bill: ΠΟΙΟΥΝ ΚΑΤΑΤΙΘΕΤΑΙ ΤΟ ΝΟΜΟΣΧΕΔΙΟΝ ΠΕΡΙ Ν.Α.Τ. xyxy=(442,1620,687,1654)
story-body-found: ΑΝΕΥΡΕΘΗ ΤΟ ΠΤΩΜΑ ΤΟΥ ΕΞΑΦΑΝΙΣΘΕΝΤΟΣ ΠΡΟ ΗΜΕΡΩΝ ΠΕΡΙΠΑΤΗΤΟΥ xyxy=(979,1437,1162,1473)
stock-cell: 165.000 xyxy=(211,1711,246,1722)
stock-cell: 105.000 xyxy=(315,1763,352,1774)
police-sub-names: ΤΑ ΟΝΟΜΑΤΑ ΤΩΝ ΑΠΟΜΑΚΡΥΝΟΜΕΝΩΝ xyxy=(703,790,932,802)
masthead-date-address: ΠΑΡΑΣΚΕΥΗ 18 ΣΕΠΤΕΜΒΡΙΟΥ ΓΡΑΦΕΙΑ: ΟΔΟΣ ΚΑΡΑΓΕΩΡΓΗ ΣΕΡΒΙΑΣ 4. xyxy=(30,126,488,139)
